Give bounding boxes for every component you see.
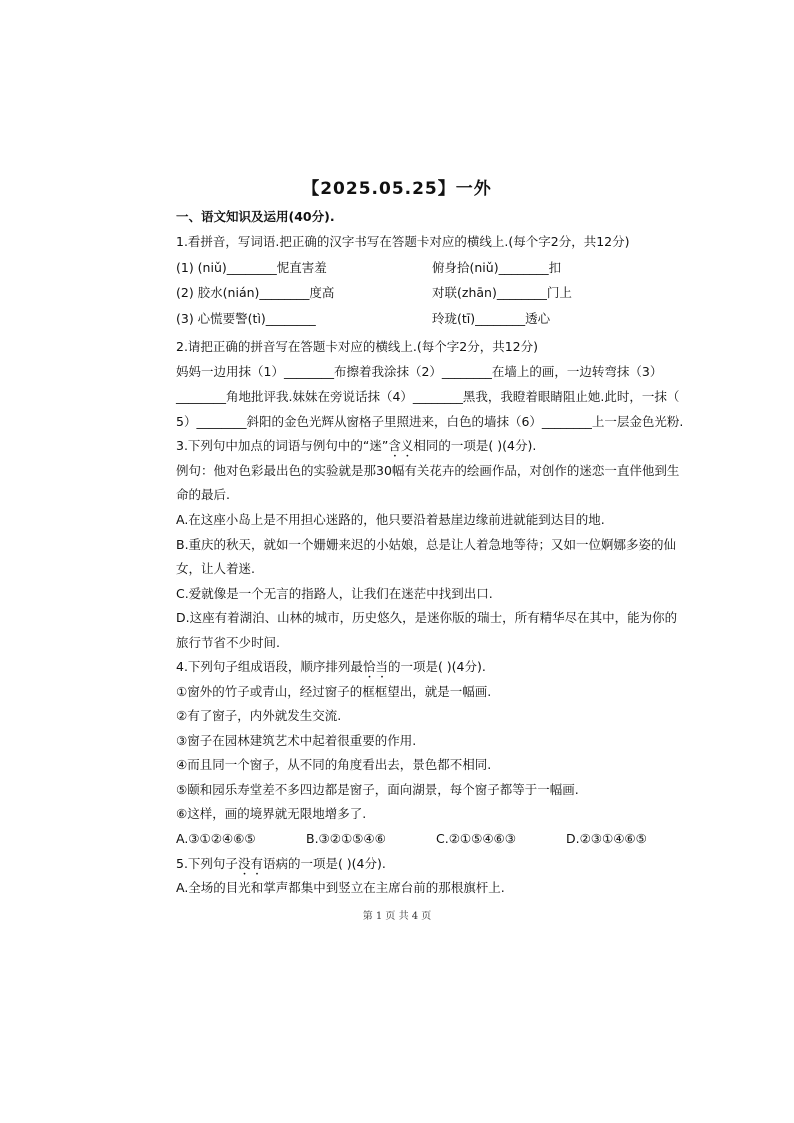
q4-option: D.②③①④⑥⑤ [566,831,647,846]
q3-example-line: 例句：他对色彩最出色的实验就是那30幅有关花卉的绘画作品，对创作的迷恋一直伴他到生 [176,463,680,478]
q3-option-line: 女，让人着迷. [176,561,255,576]
q4-option: B.③②①⑤④⑥ [306,831,386,846]
q4-options [176,831,647,847]
q3-stem-dotted: 含义 [388,438,414,453]
q4-option: C.②①⑤④⑥③ [436,831,516,846]
q1-item: 玲珑(tī)________透心 [432,311,551,326]
q4-sentence: ⑤颐和园乐寿堂差不多四边都是窗子，面向湖景，每个窗子都等于一幅画. [176,782,579,797]
q3-option-line: C.爱就像是一个无言的指路人，让我们在迷茫中找到出口. [176,586,493,601]
q4-stem-text: 4.下列句子组成语段，顺序排列最 [176,659,363,674]
page-footer: 第 1 页 共 4 页 [362,911,432,922]
q1-item: (2) 胶水(nián)________度高 [176,285,335,300]
q1-item: (1) (niǔ)________怩直害羞 [176,260,327,275]
q1-item: 对联(zhān)________门上 [432,285,572,300]
q2-passage-line: 5）________斜阳的金色光辉从窗格子里照进来，白色的墙抹（6）________上一层金色光粉. [176,414,684,429]
q2-passage-line: ________角地批评我.妹妹在旁说话抹（4）________黑我，我瞪着眼睛阻止她.此时，一抹（ [176,389,680,404]
q1-item: (3) 心慌要警(tì)________ [176,311,316,326]
q4-stem-text: 的一项是( )(4分). [387,659,486,674]
q1-stem: 1.看拼音，写词语.把正确的汉字书写在答题卡对应的横线上.(每个字2分，共12分) [176,234,630,249]
q2-passage-line: 妈妈一边用抹（1）________布擦着我涂抹（2）________在墙上的画，一边转弯抹（3） [176,364,663,379]
q3-stem-text: 3.下列句中加点的词语与例句中的“迷” [176,438,389,453]
q4-sentence: ②有了窗子，内外就发生交流. [176,708,342,723]
q2-stem: 2.请把正确的拼音写在答题卡对应的横线上.(每个字2分，共12分) [176,339,539,354]
q4-option: A.③①②④⑥⑤ [176,831,256,846]
q3-stem-text: 相同的一项是( )(4分). [413,438,537,453]
q3-option-line: A.在这座小岛上是不用担心迷路的，他只要沿着悬崖边缘前进就能到达目的地. [176,512,605,527]
q4-stem [176,659,486,681]
q1-item: 俯身拾(niǔ)________扣 [432,260,562,275]
document-title: 【2025.05.25】一外 [302,179,492,199]
q5-stem-dotted: 没有 [237,856,263,871]
q3-option-line: D.这座有着湖泊、山林的城市，历史悠久，是迷你版的瑞士，所有精华尽在其中，能为你的 [176,610,678,625]
q5-stem-text: 语病的一项是( )(4分). [262,856,386,871]
q3-stem [176,438,536,460]
q4-sentence: ⑥这样，画的境界就无限地增多了. [176,806,367,821]
q4-sentence: ④而且同一个窗子，从不同的角度看出去，景色都不相同. [176,757,492,772]
q4-sentence: ①窗外的竹子或青山，经过窗子的框框望出，就是一幅画. [176,684,492,699]
q5-option-line: A.全场的目光和掌声都集中到竖立在主席台前的那根旗杆上. [176,880,505,895]
q3-option-line: 旅行节省不少时间. [176,635,280,650]
q5-stem-text: 5.下列句子 [176,856,238,871]
q3-option-line: B.重庆的秋天，就如一个姗姗来迟的小姑娘，总是让人着急地等待；又如一位婀娜多姿的仙 [176,537,677,552]
q4-stem-dotted: 恰当 [362,659,388,674]
q3-example-line: 命的最后. [176,487,230,502]
section-heading: 一、语文知识及运用(40分). [176,209,335,224]
q4-sentence: ③窗子在园林建筑艺术中起着很重要的作用. [176,733,417,748]
q5-stem [176,856,386,878]
